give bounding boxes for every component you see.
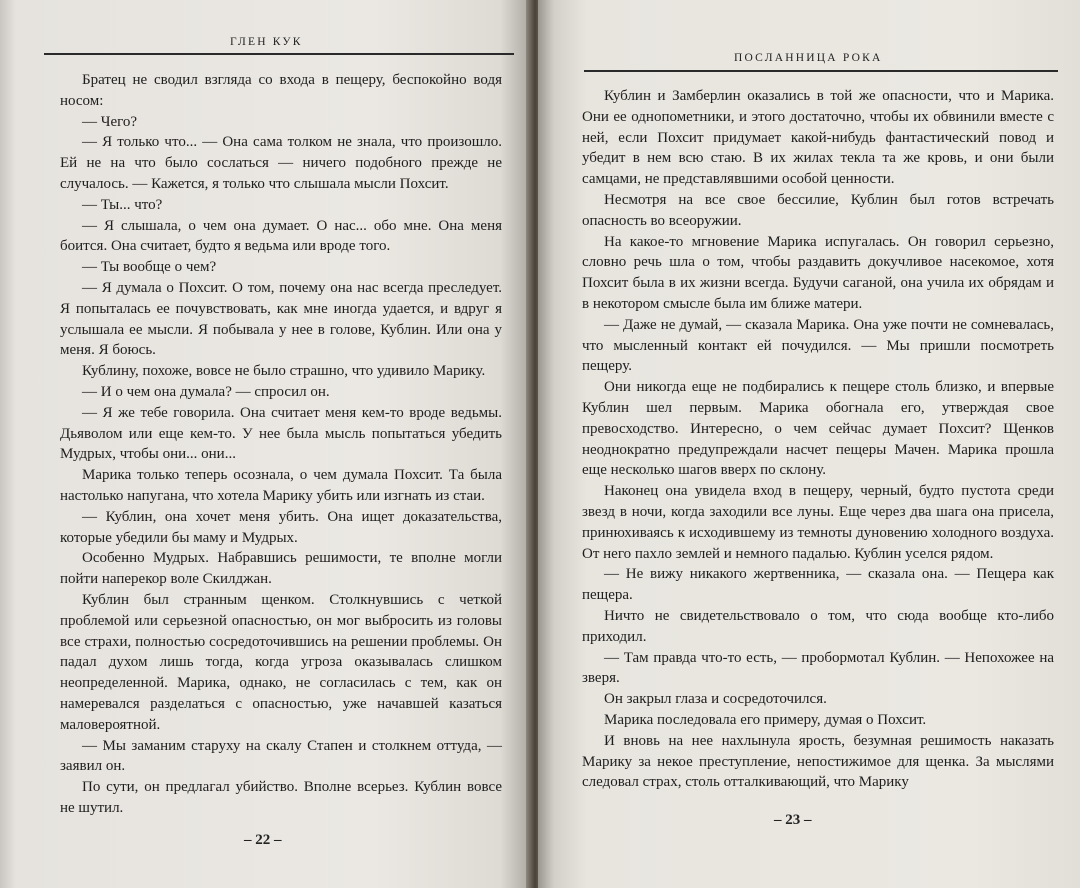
paragraph: — Ты вообще о чем? bbox=[82, 259, 217, 276]
header-rule bbox=[584, 70, 1058, 72]
paragraph: По сути, он предлагал убийство. Вполне всерьез. Кублин вовсе не шутил. bbox=[60, 779, 502, 816]
paragraph: Кублину, похоже, вовсе не было страшно, что удивило Марику. bbox=[82, 363, 486, 380]
page-number: – 23 – bbox=[774, 812, 812, 828]
paragraph: Кублин был странным щенком. Столкнувшись с четкой проблемой или серьезной опасностью, он мог выбросить из головы все страхи, полностью сосредоточившись на решении проблемы. Он падал духом лишь тогда, когда угроза оказывалась слишком неопределенной. Марика, однако, не согласилась с тем, как он намеревался разделаться с опасностью, уже начавшей казаться маловероятной. bbox=[60, 591, 502, 733]
paragraph: Они никогда еще не подбирались к пещере столь близко, и впервые Кублин шел первым. Марика обогнала его, утверждая свое превосходство. Интересно, о чем сейчас думает Похсит? Щенков неоднократно предупреждали насчет пещеры Мачен. Марика прошла еще несколько шагов вверх по склону. bbox=[582, 379, 1054, 479]
paragraph: — Мы заманим старуху на скалу Стапен и столкнем оттуда, — заявил он. bbox=[60, 737, 502, 775]
paragraph: — Кублин, она хочет меня убить. Она ищет доказательства, которые убедили бы маму и Мудрых. bbox=[60, 508, 502, 546]
paragraph: Марика последовала его примеру, думая о Похсит. bbox=[604, 711, 927, 728]
right-page bbox=[538, 0, 1080, 888]
paragraph: И вновь на нее нахлынула ярость, безумная решимость наказать Марику за некое преступление, непостижимое для щенка. За мыслями следовал страх, столь отталкивающий, что Марику bbox=[582, 732, 1054, 791]
paragraph: — Ты... что? bbox=[82, 196, 163, 213]
paragraph: — Я только что... — Она сама толком не знала, что произошло. Ей не на что было сослаться — ничего подобного прежде не случалось. — Кажется, я только что слышала мысли Похсит. bbox=[60, 134, 502, 192]
paragraph: — Я слышала, о чем она думает. О нас... обо мне. Она меня боится. Она считает, будто я ведьма или вроде того. bbox=[60, 217, 502, 255]
running-head-author: ГЛЕН КУК bbox=[230, 36, 303, 48]
paragraph: — Я же тебе говорила. Она считает меня кем-то вроде ведьмы. Дьяволом или еще кем-то. У нее была мысль попытаться убедить Мудрых, чтобы они... они... bbox=[60, 404, 502, 463]
paragraph: Кублин и Замберлин оказались в той же опасности, что и Марика. Они ее однопометники, и этого достаточно, чтобы их обвинили вместе с ней, если Похсит придумает какой-нибудь фантастический повод и убедит в нем всю стаю. В их жилах текла та же кровь, и они были самцами, не представлявшими особой ценности. bbox=[582, 88, 1054, 188]
paragraph: Марика только теперь осознала, о чем думала Похсит. Та была настолько напугана, что хотела Марику убить или изгнать из стаи. bbox=[60, 467, 502, 504]
paragraph: — Там правда что-то есть, — пробормотал Кублин. — Непохожее на зверя. bbox=[582, 649, 1054, 687]
right-page-body bbox=[582, 86, 1054, 793]
paragraph: Братец не сводил взгляда со входа в пещеру, беспокойно водя носом: bbox=[60, 72, 502, 109]
paragraph: Несмотря на все свое бессилие, Кублин был готов встречать опасность во всеоружии. bbox=[582, 191, 1054, 229]
paragraph: — Не вижу никакого жертвенника, — сказала она. — Пещера как пещера. bbox=[582, 566, 1054, 604]
paragraph: — И о чем она думала? — спросил он. bbox=[82, 383, 330, 400]
paragraph: На какое-то мгновение Марика испугалась. Он говорил серьезно, словно речь шла о том, чтобы раздавить докучливое насекомое, хотя Похсит была в их жизни всегда. Будучи саганой, она учила их обрядам и в некотором смысле была им ближе матери. bbox=[582, 233, 1054, 312]
running-head-title: ПОСЛАННИЦА РОКА bbox=[734, 52, 883, 64]
paragraph: Ничто не свидетельствовало о том, что сюда вообще кто-либо приходил. bbox=[582, 607, 1054, 645]
header-rule bbox=[44, 53, 514, 55]
page-number: – 22 – bbox=[244, 832, 282, 848]
left-page bbox=[0, 0, 532, 888]
paragraph: — Даже не думай, — сказала Марика. Она уже почти не сомневалась, что мысленный контакт ей почудился. — Мы пришли посмотреть пещеру. bbox=[582, 316, 1054, 375]
left-page-body bbox=[60, 70, 502, 819]
paragraph: Он закрыл глаза и сосредоточился. bbox=[604, 691, 827, 708]
paragraph: Наконец она увидела вход в пещеру, черный, будто пустота среди звезд в ночи, когда заходили все луны. Еще через два шага она присела, принюхиваясь к исходившему из темноты дуновению холодного воздуха. От него пахло землей и немного падалью. Кублин уселся рядом. bbox=[582, 483, 1054, 562]
paragraph: — Чего? bbox=[82, 113, 138, 130]
paragraph: Особенно Мудрых. Набравшись решимости, те вполне могли пойти наперекор воле Скилджан. bbox=[60, 550, 502, 588]
paragraph: — Я думала о Похсит. О том, почему она нас всегда преследует. Я попыталась ее почувствовать, как мне иногда удается, и вдруг я услышала ее мысли. Я побывала у нее в голове, Кублин. Или она у меня. Я боюсь. bbox=[60, 279, 502, 359]
